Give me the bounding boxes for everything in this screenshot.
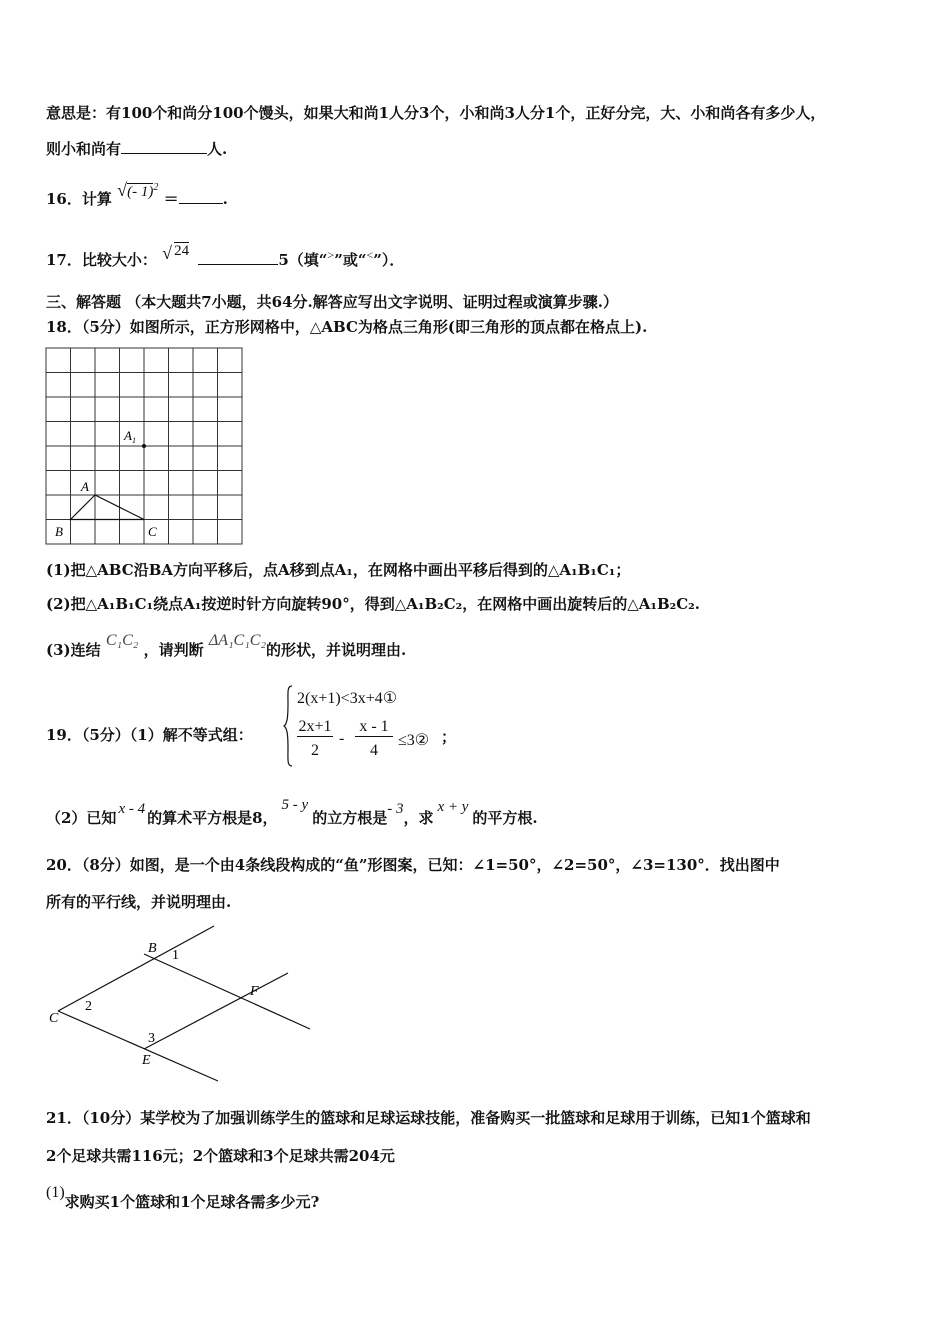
segment-e-f (144, 973, 288, 1049)
q16-pre: 16．计算 (46, 190, 112, 208)
label-angle-3: 3 (148, 1031, 155, 1046)
q19-frac2-den: 4 (370, 742, 378, 759)
q15-line2-pre: 则小和尚有 (46, 140, 122, 158)
label-a: A (81, 479, 89, 494)
q21-line1: 21．（10分）某学校为了加强训练学生的篮球和足球运球技能，准备购买一批篮球和足球用于训练，已知1个篮球和 (46, 1109, 811, 1127)
label-b: B (148, 941, 157, 956)
q21-part1-text: 求购买1个篮球和1个足球各需多少元? (64, 1193, 320, 1211)
q17-mid: ”或“ (334, 251, 367, 269)
q19-expr-neg3: - 3 (387, 801, 404, 817)
q19-expr-x-plus-y: x + y (437, 799, 469, 815)
q17-end: ”）． (373, 251, 405, 269)
section3-heading: 三、解答题 （本大题共7小题，共64分.解答应写出文字说明、证明过程或演算步骤.） (46, 293, 618, 311)
q16-exponent: 2 (153, 182, 159, 193)
q18-part3 (46, 632, 407, 661)
q18-triangle-a1c1c2: ΔA₁C₁C₂ (208, 632, 267, 649)
q17-post: 5（填“ (278, 251, 328, 269)
q17-gt: > (327, 248, 335, 262)
q21-part1-number: (1) (46, 1184, 65, 1201)
q19-part2-t3: ，求 (403, 809, 434, 827)
q19-part2-t4: 的平方根. (472, 809, 538, 827)
q21-line2: 2个足球共需116元；2个篮球和3个足球共需204元 (46, 1147, 395, 1165)
q19-expr-x-minus-4: x - 4 (118, 801, 146, 817)
q19-inequality-system (283, 684, 457, 768)
fish-segments (58, 926, 310, 1081)
label-c: C (148, 524, 157, 539)
label-angle-1: 1 (172, 948, 179, 963)
q18-part3-post: 的形状，并说明理由. (266, 641, 407, 659)
q19-frac2-num: x - 1 (355, 718, 393, 737)
q20-line2: 所有的平行线，并说明理由. (46, 893, 232, 911)
q16-line (46, 180, 228, 210)
q19-frac1-num: 2x+1 (298, 718, 332, 735)
q18-part1: (1)把△ABC沿BA方向平移后，点A移到点A₁，在网格中画出平移后得到的△A₁B₁C₁； (46, 561, 631, 579)
q15-line2-post: 人. (207, 140, 228, 158)
q16-radicand: (- 1) (127, 184, 154, 200)
label-a1: $A_1$ (124, 428, 136, 445)
q19-semicolon: ； (441, 730, 457, 746)
label-f: F (250, 984, 259, 999)
segment-b-f (144, 954, 310, 1029)
q18-part2: (2)把△A₁B₁C₁绕点A₁按逆时针方向旋转90°，得到△A₁B₂C₂，在网格中画出旋转后的△A₁B₂C₂. (46, 595, 700, 613)
q16-equals: ＝ (163, 190, 179, 208)
q17-lt: < (366, 248, 374, 262)
q19-part2 (46, 797, 538, 829)
q18-grid-figure (44, 346, 246, 548)
triangle-abc (71, 495, 145, 520)
segment-c-b (58, 926, 214, 1011)
q18-part3-mid: ，请判断 (143, 641, 204, 659)
q19-part2-pre: （2）已知 (46, 809, 117, 827)
q15-line2 (46, 139, 227, 159)
sqrt-sign-icon: √ (117, 180, 127, 200)
q19-part2-t2: 的立方根是 (312, 809, 388, 827)
q18-stem: 18．（5分）如图所示，正方形网格中，△ABC为格点三角形(即三角形的顶点都在格点上). (46, 318, 648, 336)
q19-part2-t1: 的算术平方根是8， (147, 809, 278, 827)
q17-sqrt (162, 241, 189, 261)
q15-line1: 意思是：有100个和尚分100个馒头，如果大和尚1人分3个，小和尚3人分1个，正好分完，大、小和尚各有多少人， (46, 104, 826, 122)
q16-end: . (222, 190, 228, 208)
label-e: E (142, 1053, 151, 1068)
sqrt-sign-icon: √ (162, 243, 172, 263)
label-angle-2: 2 (85, 999, 92, 1014)
segment-c-e (58, 1011, 218, 1081)
q19-frac1-den: 2 (311, 742, 319, 759)
q17-pre: 17．比较大小： (46, 251, 157, 269)
q19-minus: - (339, 730, 345, 747)
q20-fish-figure (44, 918, 324, 1084)
label-b: B (55, 524, 63, 539)
q17-radicand: 24 (174, 243, 190, 259)
q18-segment-c1c2: C₁C₂ (105, 632, 139, 649)
q19-tail: ≤3② (398, 732, 430, 749)
q15-answer-blank[interactable] (121, 139, 207, 154)
q20-line1: 20．（8分）如图，是一个由4条线段构成的“鱼”形图案，已知：∠1=50°，∠2=50°，∠3=130°．找出图中 (46, 856, 780, 874)
label-c: C (49, 1011, 59, 1026)
q21-part1 (46, 1184, 320, 1211)
q19-inequality-1: 2(x+1)<3x+4① (297, 690, 398, 707)
q17-line (46, 245, 404, 271)
q19-expr-5-minus-y: 5 - y (281, 797, 309, 813)
q16-answer-blank[interactable] (179, 189, 223, 204)
point-a1 (142, 444, 146, 448)
q19-stem: 19．（5分）（1）解不等式组： (46, 726, 253, 744)
q18-part3-pre: (3)连结 (46, 641, 101, 659)
q16-sqrt (117, 178, 158, 202)
q17-answer-blank[interactable] (198, 250, 278, 265)
left-brace-icon (283, 684, 293, 768)
